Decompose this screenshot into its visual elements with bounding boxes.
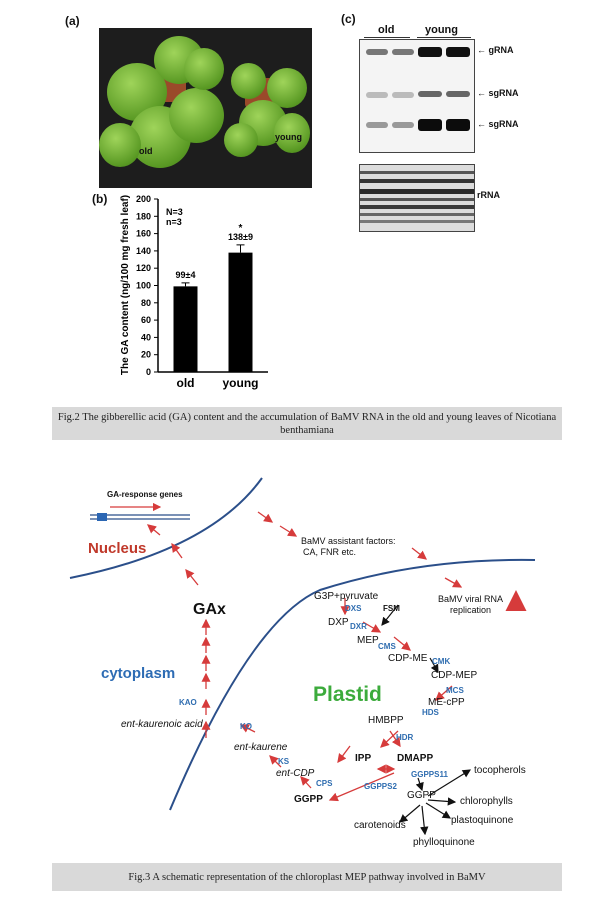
phylloquinone: phylloquinone [413, 837, 475, 848]
nucleus-label: Nucleus [88, 540, 147, 557]
cdp-me: CDP-ME [388, 653, 428, 664]
figure2-caption: Fig.2 The gibberellic acid (GA) content and the accumulation of BaMV RNA in the old and young leaves of Nicotiana benthamiana [52, 407, 562, 440]
fsm-label: FSM [383, 604, 400, 613]
gene-promoter [97, 513, 107, 521]
ggpps2-enzyme: GGPPS2 [364, 782, 397, 791]
gel-lane-young: young [425, 24, 458, 36]
rrna-gel [359, 164, 475, 232]
cmk-enzyme: CMK [432, 657, 451, 666]
x-category-young: young [222, 376, 259, 390]
dmapp: DMAPP [397, 753, 434, 764]
photo-label-old: old [139, 146, 153, 156]
cdp-mep: CDP-MEP [431, 670, 478, 681]
y-tick-label: 120 [135, 263, 151, 274]
ipp: IPP [355, 753, 372, 764]
band-label-sgrna-2-text: sgRNA [488, 119, 519, 129]
y-tick-label: 140 [135, 245, 151, 256]
significance-young: * [238, 222, 243, 234]
hmbpp: HMBPP [368, 715, 404, 726]
kaurenoic-acid-text: ent-kaurenoic acid [121, 719, 203, 730]
carotenoids: carotenoids [354, 820, 406, 831]
band-label-sgrna-1: ← sgRNA [477, 88, 519, 98]
chart-ylabel: The GA content (ng/100 mg fresh leaf) [120, 194, 131, 376]
plastoquinone: plastoquinone [451, 815, 514, 826]
ent-kaurene [234, 742, 287, 753]
kao-enzyme: KAO [179, 698, 197, 707]
plastid-label: Plastid [313, 683, 382, 706]
y-tick-label: 80 [140, 297, 151, 308]
y-tick-label: 100 [135, 280, 151, 291]
viral-replication [438, 594, 503, 616]
cytoplasm-label: cytoplasm [101, 665, 176, 682]
assistant-factors-line2: CA, FNR etc. [303, 547, 357, 557]
viral-replication-line1: BaMV viral RNA [438, 594, 504, 604]
band-label-grna: ← gRNA [477, 45, 514, 55]
ks-enzyme: KS [278, 757, 290, 766]
ggpps11-enzyme: GGPPS11 [411, 770, 448, 779]
annotation-n: n=3 [166, 217, 182, 227]
gel-lane-old: old [378, 24, 395, 36]
band-label-grna-text: gRNA [488, 45, 514, 55]
bar-young [229, 253, 253, 372]
ent-cdp-text: ent-CDP [276, 768, 315, 779]
mep: MEP [357, 635, 379, 646]
tocopherols: tocopherols [474, 765, 526, 776]
y-tick-label: 160 [135, 228, 151, 239]
band-label-sgrna-1-text: sgRNA [488, 88, 519, 98]
y-tick-label: 40 [140, 332, 151, 343]
photo-label-young: young [275, 132, 302, 142]
kaurenoic-acid [121, 719, 203, 730]
northern-blot [359, 39, 475, 153]
dxp: DXP [328, 617, 349, 628]
cms-enzyme: CMS [378, 642, 396, 651]
ggpp-left: GGPP [294, 794, 323, 805]
ga-content-bar-chart [108, 192, 278, 392]
g3p-pyruvate: G3P+pyruvate [314, 591, 379, 602]
chlorophylls: chlorophylls [460, 796, 513, 807]
viral-replication-line2: replication [449, 605, 492, 615]
error-bar-young [237, 245, 245, 253]
assistant-factors [301, 536, 396, 558]
plants-photo [99, 28, 312, 188]
value-label-old: 99±4 [175, 269, 196, 280]
dxr-enzyme: DXR [350, 622, 367, 631]
bar-old [174, 286, 198, 372]
value-label-young: 138±9 [228, 231, 253, 242]
ent-kaurene-text: ent-kaurene [234, 742, 288, 753]
band-label-sgrna-2: ← sgRNA [477, 119, 519, 129]
panel-a-label: (a) [65, 14, 80, 28]
cps-enzyme: CPS [316, 779, 333, 788]
lane-bracket-old [364, 37, 410, 38]
ent-cdp [276, 768, 314, 779]
ggpp-center: GGPP [407, 790, 436, 801]
hds-enzyme: HDS [422, 708, 439, 717]
panel-c-label: (c) [341, 12, 356, 26]
annotation-N: N=3 [166, 207, 183, 217]
y-tick-label: 180 [135, 211, 151, 222]
error-bar-old [182, 283, 190, 286]
y-tick-label: 20 [140, 349, 151, 360]
y-tick-label: 200 [135, 194, 151, 204]
figure3-caption: Fig.3 A schematic representation of the chloroplast MEP pathway involved in BaMV [52, 863, 562, 891]
panel-b-label: (b) [92, 192, 108, 206]
me-cpp: ME-cPP [428, 697, 465, 708]
lane-bracket-young [417, 37, 471, 38]
gax-label: GAx [193, 601, 226, 618]
assistant-factors-line1: BaMV assistant factors: [301, 536, 396, 546]
rrna-label: rRNA [477, 190, 501, 200]
x-category-old: old [176, 376, 195, 390]
ga-response-genes: GA-response genes [107, 490, 183, 499]
mcs-enzyme: MCS [446, 686, 464, 695]
dxs-enzyme: DXS [345, 604, 362, 613]
ko-enzyme: KO [240, 722, 252, 731]
hdr-enzyme: HDR [396, 733, 414, 742]
y-tick-label: 60 [140, 315, 151, 326]
y-tick-label: 0 [145, 367, 151, 377]
